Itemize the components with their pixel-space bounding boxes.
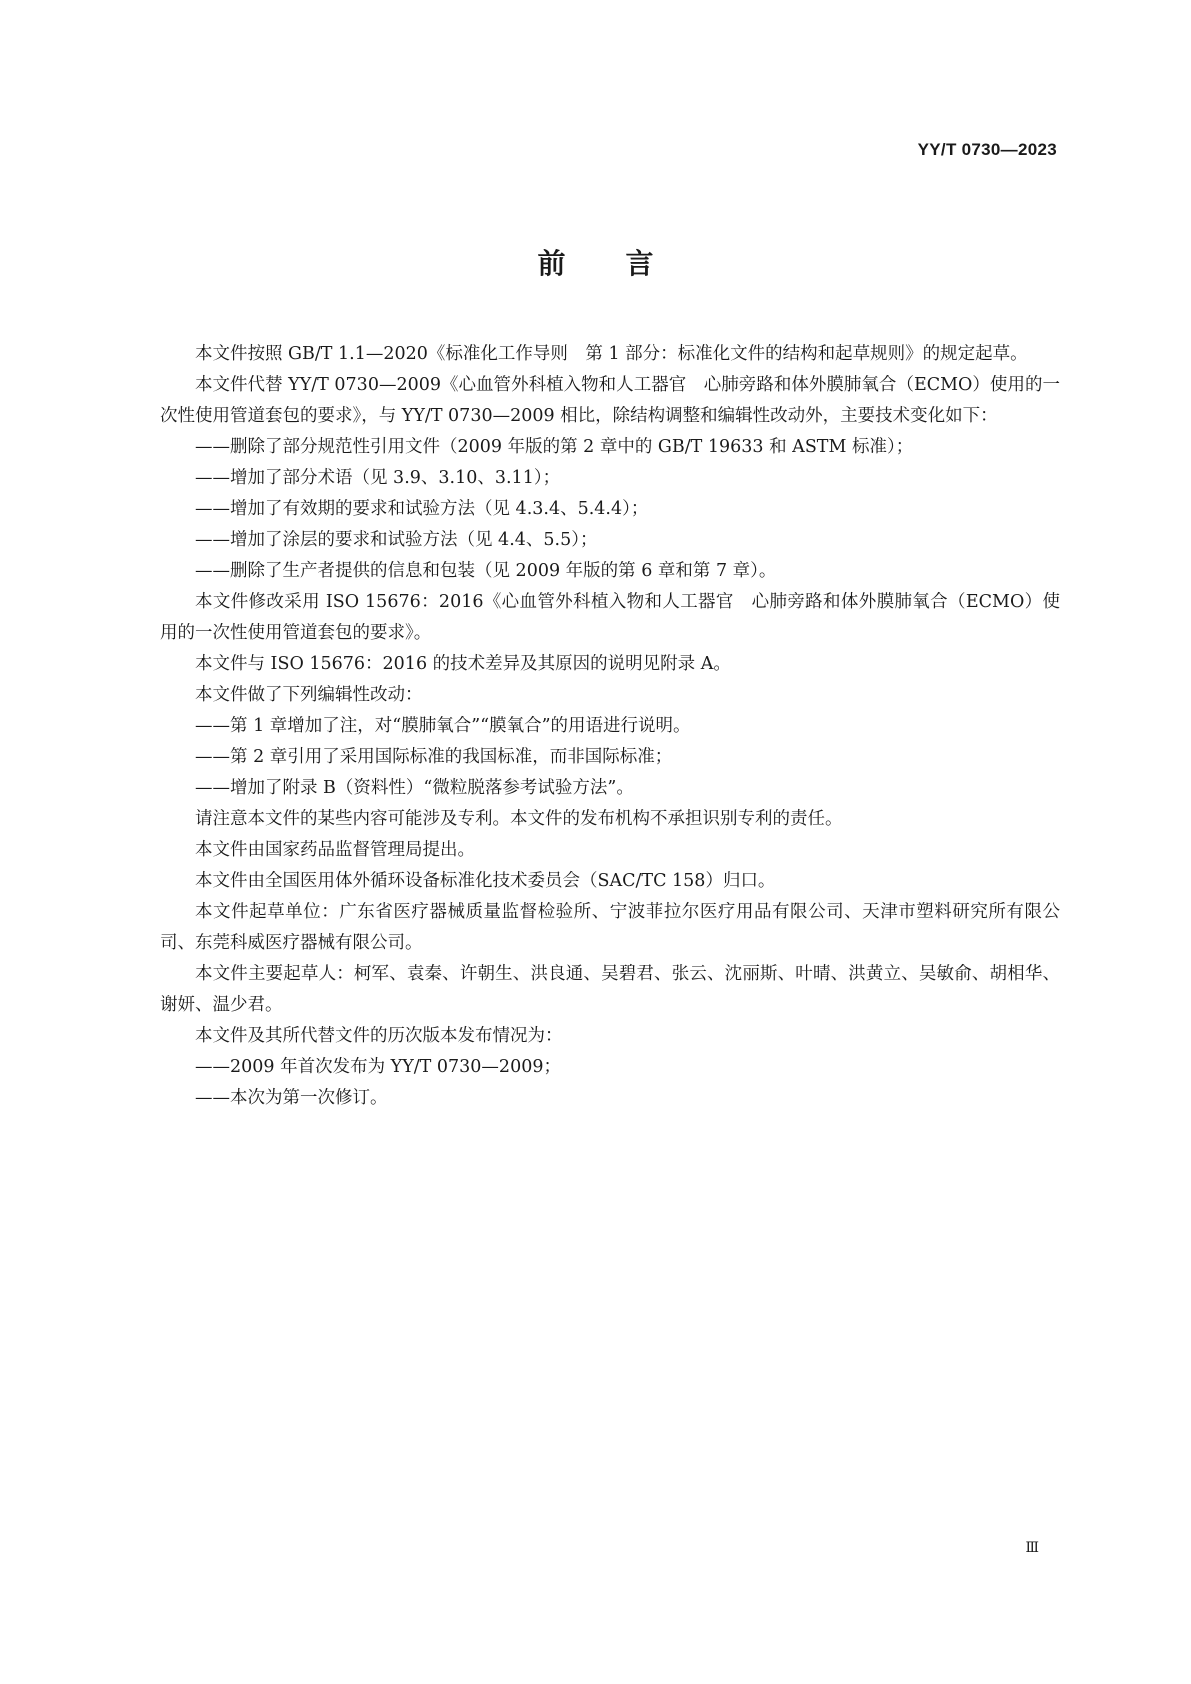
page-title: 前言 bbox=[537, 247, 714, 280]
paragraph-adoption: 本文件修改采用 ISO 15676：2016《心血管外科植入物和人工器官 心肺旁路和体外膜肺氧合（ECMO）使用的一次性使用管道套包的要求》。 bbox=[160, 592, 1060, 643]
page-number: Ⅲ bbox=[1025, 1540, 1039, 1556]
list-item: ——增加了附录 B（资料性）“微粒脱落参考试验方法”。 bbox=[195, 778, 634, 798]
list-item: ——第 1 章增加了注，对“膜肺氧合”“膜氧合”的用语进行说明。 bbox=[195, 716, 691, 736]
standard-code: YY/T 0730—2023 bbox=[917, 140, 1057, 159]
paragraph-centralized-by: 本文件由全国医用体外循环设备标准化技术委员会（SAC/TC 158）归口。 bbox=[195, 871, 776, 891]
paragraph-drafters: 本文件主要起草人：柯军、袁秦、许朝生、洪良通、吴碧君、张云、沈丽斯、叶晴、洪黄立、吴敏俞、胡相华、谢妍、温少君。 bbox=[160, 964, 1060, 1015]
list-item: ——第 2 章引用了采用国际标准的我国标准，而非国际标准； bbox=[195, 747, 673, 767]
paragraph-proposed-by: 本文件由国家药品监督管理局提出。 bbox=[195, 840, 475, 860]
paragraph-editorial-changes: 本文件做了下列编辑性改动： bbox=[195, 685, 423, 705]
paragraph-technical-differences: 本文件与 ISO 15676：2016 的技术差异及其原因的说明见附录 A。 bbox=[195, 654, 731, 674]
list-item: ——2009 年首次发布为 YY/T 0730—2009； bbox=[195, 1057, 561, 1077]
list-item: ——增加了有效期的要求和试验方法（见 4.3.4、5.4.4）； bbox=[195, 499, 649, 519]
list-item: ——增加了涂层的要求和试验方法（见 4.4、5.5）； bbox=[195, 530, 598, 550]
list-item: ——增加了部分术语（见 3.9、3.10、3.11）； bbox=[195, 468, 561, 488]
paragraph-drafting-units: 本文件起草单位：广东省医疗器械质量监督检验所、宁波菲拉尔医疗用品有限公司、天津市塑料研究所有限公司、东莞科威医疗器械有限公司。 bbox=[160, 902, 1060, 953]
paragraph-replacement: 本文件代替 YY/T 0730—2009《心血管外科植入物和人工器官 心肺旁路和体外膜肺氧合（ECMO）使用的一次性使用管道套包的要求》，与 YY/T 0730—2009 相比，除结构调整和编辑性改动外，主要技术变化如下： bbox=[160, 375, 1060, 426]
list-item: ——删除了部分规范性引用文件（2009 年版的第 2 章中的 GB/T 19633 和 ASTM 标准）； bbox=[195, 437, 914, 457]
paragraph-drafting-rule: 本文件按照 GB/T 1.1—2020《标准化工作导则 第 1 部分：标准化文件的结构和起草规则》的规定起草。 bbox=[195, 344, 1028, 364]
paragraph-patent-notice: 请注意本文件的某些内容可能涉及专利。本文件的发布机构不承担识别专利的责任。 bbox=[195, 809, 843, 829]
list-item: ——删除了生产者提供的信息和包装（见 2009 年版的第 6 章和第 7 章）。 bbox=[195, 561, 777, 581]
list-item: ——本次为第一次修订。 bbox=[195, 1088, 388, 1108]
paragraph-version-history: 本文件及其所代替文件的历次版本发布情况为： bbox=[195, 1026, 563, 1046]
document-body bbox=[160, 339, 1060, 1114]
